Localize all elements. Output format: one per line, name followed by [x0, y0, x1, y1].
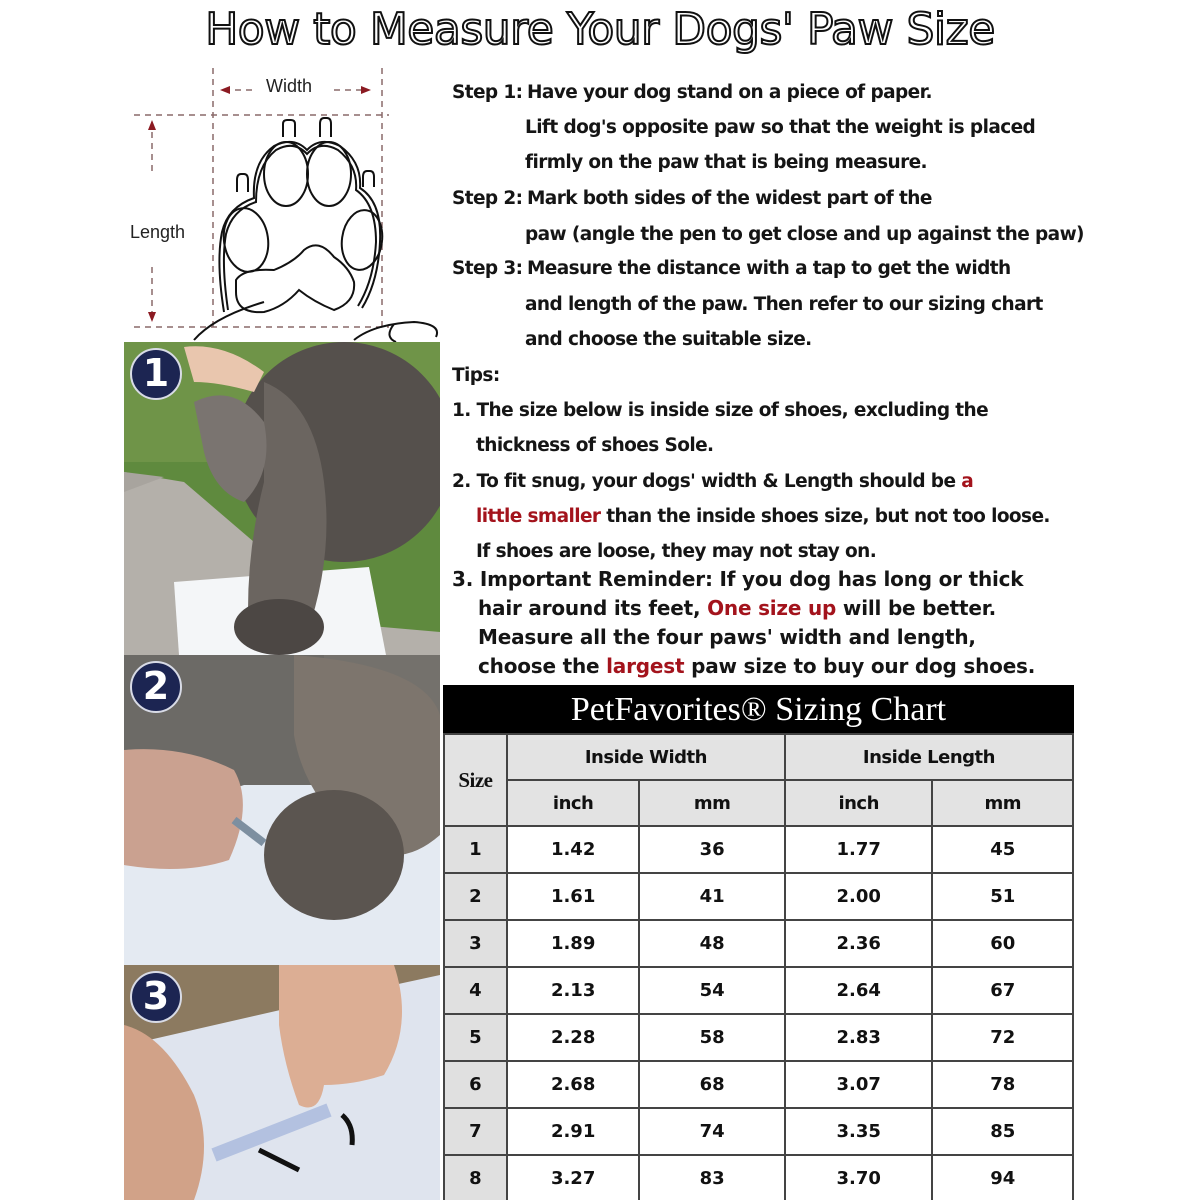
step-3-line-1: Measure the distance with a tap to get the width	[527, 258, 1011, 279]
cell-length-inch: 2.64	[785, 967, 933, 1014]
sizing-table	[443, 733, 1074, 1200]
header-width-mm: mm	[639, 780, 784, 826]
cell-length-mm: 51	[932, 873, 1073, 920]
cell-length-mm: 45	[932, 826, 1073, 873]
tip-3-line-2-end: will be better.	[836, 596, 996, 620]
cell-width-mm: 58	[639, 1014, 784, 1061]
cell-size: 7	[444, 1108, 507, 1155]
cell-width-inch: 1.89	[507, 920, 640, 967]
tip-1-line-2: thickness of shoes Sole.	[476, 435, 714, 456]
tip-1-line-1: 1. The size below is inside size of shoes, excluding the	[452, 400, 989, 421]
cell-length-mm: 78	[932, 1061, 1073, 1108]
table-row	[444, 920, 1073, 967]
tip-3-line-2-text: hair around its feet,	[478, 596, 708, 620]
cell-length-mm: 85	[932, 1108, 1073, 1155]
step-1-photo	[124, 342, 440, 655]
header-size: Size	[444, 734, 507, 826]
sizing-chart	[443, 685, 1074, 1200]
length-label: Length	[130, 222, 186, 242]
header-length-mm: mm	[932, 780, 1073, 826]
cell-size: 8	[444, 1155, 507, 1200]
tip-3-line-2	[478, 596, 996, 620]
cell-width-inch: 1.61	[507, 873, 640, 920]
cell-length-inch: 2.00	[785, 873, 933, 920]
step-1-label: Step 1:	[452, 82, 523, 103]
step-3-label: Step 3:	[452, 258, 523, 279]
step-2-line-2: paw (angle the pen to get close and up against the paw)	[525, 224, 1084, 245]
table-row	[444, 967, 1073, 1014]
cell-width-mm: 41	[639, 873, 784, 920]
tip-2-line-1	[452, 471, 973, 492]
cell-size: 3	[444, 920, 507, 967]
page-title: How to Measure Your Dogs' Paw Size	[205, 4, 995, 55]
tip-3-line-1: 3. Important Reminder: If you dog has long or thick	[452, 567, 1024, 591]
table-row	[444, 1155, 1073, 1200]
header-inside-width: Inside Width	[507, 734, 785, 780]
tip-3-highlight-one-size-up: One size up	[707, 596, 837, 620]
cell-length-inch: 3.35	[785, 1108, 933, 1155]
table-row	[444, 826, 1073, 873]
step-3-line-3: and choose the suitable size.	[525, 329, 812, 350]
tip-2-highlight-little-smaller: little smaller	[476, 506, 601, 527]
cell-width-inch: 2.13	[507, 967, 640, 1014]
cell-length-mm: 94	[932, 1155, 1073, 1200]
tip-2-line-1-text: 2. To fit snug, your dogs' width & Length should be	[452, 471, 962, 492]
cell-size: 5	[444, 1014, 507, 1061]
step-1-badge: 1	[130, 348, 182, 400]
step-2-photo	[124, 655, 440, 965]
paw-print-icon	[124, 62, 444, 342]
cell-width-mm: 54	[639, 967, 784, 1014]
width-label: Width	[266, 76, 313, 96]
cell-length-inch: 3.70	[785, 1155, 933, 1200]
tip-3-highlight-largest: largest	[606, 654, 685, 678]
step-2-line-1: Mark both sides of the widest part of the	[527, 188, 932, 209]
cell-width-mm: 36	[639, 826, 784, 873]
cell-length-inch: 2.83	[785, 1014, 933, 1061]
cell-size: 1	[444, 826, 507, 873]
cell-width-mm: 74	[639, 1108, 784, 1155]
step-3-badge: 3	[130, 971, 182, 1023]
tip-3-line-3: Measure all the four paws' width and length,	[478, 625, 976, 649]
table-row	[444, 873, 1073, 920]
cell-length-inch: 3.07	[785, 1061, 933, 1108]
tip-2-line-2	[476, 506, 1050, 527]
tip-2-line-3: If shoes are loose, they may not stay on.	[476, 541, 877, 562]
cell-width-inch: 2.68	[507, 1061, 640, 1108]
cell-size: 4	[444, 967, 507, 1014]
tip-3-line-4-text: choose the	[478, 654, 607, 678]
header-width-inch: inch	[507, 780, 640, 826]
cell-length-mm: 67	[932, 967, 1073, 1014]
step-1-line-3: firmly on the paw that is being measure.	[525, 152, 927, 173]
header-length-inch: inch	[785, 780, 933, 826]
table-row	[444, 1108, 1073, 1155]
tips-heading: Tips:	[452, 365, 500, 386]
header-inside-length: Inside Length	[785, 734, 1073, 780]
cell-width-mm: 48	[639, 920, 784, 967]
cell-width-inch: 1.42	[507, 826, 640, 873]
cell-width-inch: 3.27	[507, 1155, 640, 1200]
paw-measurement-diagram	[124, 62, 444, 342]
table-row	[444, 1014, 1073, 1061]
cell-width-mm: 83	[639, 1155, 784, 1200]
cell-width-inch: 2.91	[507, 1108, 640, 1155]
cell-length-mm: 72	[932, 1014, 1073, 1061]
table-subheader-row	[444, 780, 1073, 826]
table-row	[444, 1061, 1073, 1108]
cell-size: 2	[444, 873, 507, 920]
cell-length-mm: 60	[932, 920, 1073, 967]
cell-length-inch: 1.77	[785, 826, 933, 873]
tip-3-line-4	[478, 654, 1035, 678]
steps-section	[452, 0, 1092, 360]
tip-2-line-2-text: than the inside shoes size, but not too loose.	[600, 506, 1050, 527]
sizing-chart-title: PetFavorites® Sizing Chart	[443, 685, 1074, 733]
table-header-row	[444, 734, 1073, 780]
cell-width-mm: 68	[639, 1061, 784, 1108]
cell-width-inch: 2.28	[507, 1014, 640, 1061]
cell-size: 6	[444, 1061, 507, 1108]
step-2-badge: 2	[130, 661, 182, 713]
cell-length-inch: 2.36	[785, 920, 933, 967]
step-3-line-2: and length of the paw. Then refer to our sizing chart	[525, 294, 1043, 315]
tip-3-line-4-end: paw size to buy our dog shoes.	[684, 654, 1036, 678]
step-3-photo	[124, 965, 440, 1200]
step-2-label: Step 2:	[452, 188, 523, 209]
step-1-line-2: Lift dog's opposite paw so that the weight is placed	[525, 117, 1036, 138]
tip-2-highlight-a: a	[961, 471, 974, 492]
step-1-line-1: Have your dog stand on a piece of paper.	[527, 82, 932, 103]
